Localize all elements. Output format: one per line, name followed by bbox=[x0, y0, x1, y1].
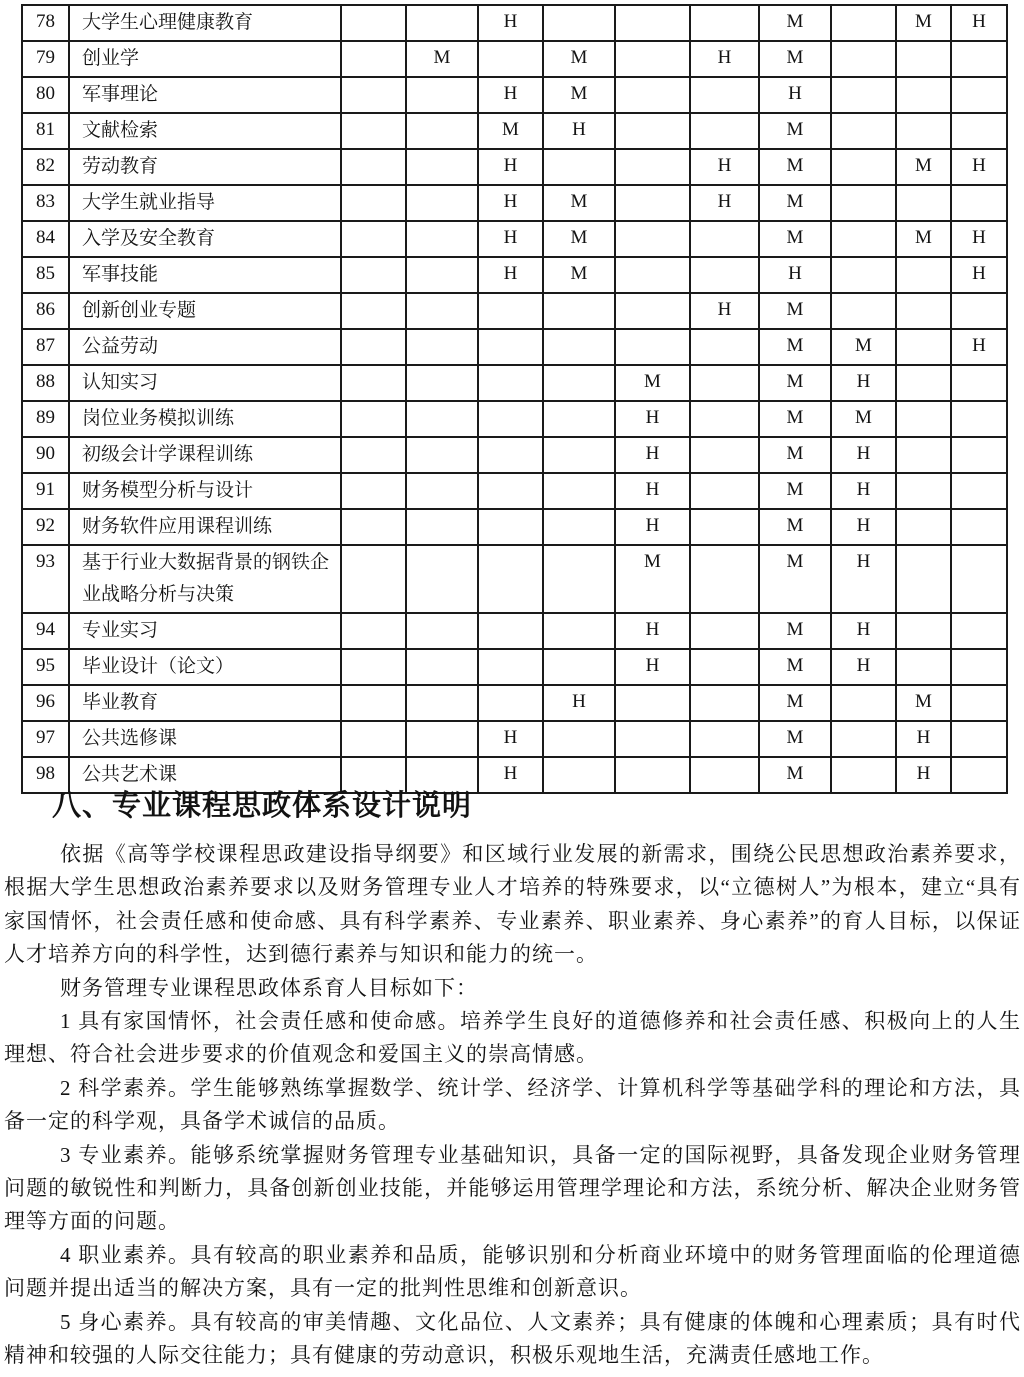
mark-cell: M bbox=[759, 185, 831, 221]
mark-cell: M bbox=[759, 509, 831, 545]
mark-cell bbox=[615, 329, 690, 365]
mark-cell bbox=[951, 437, 1007, 473]
course-number-cell: 90 bbox=[22, 437, 69, 473]
mark-cell bbox=[543, 613, 615, 649]
mark-cell bbox=[615, 41, 690, 77]
mark-cell bbox=[951, 721, 1007, 757]
mark-cell bbox=[615, 113, 690, 149]
course-number-cell: 92 bbox=[22, 509, 69, 545]
mark-cell bbox=[896, 613, 951, 649]
course-name-cell: 公益劳动 bbox=[69, 329, 341, 365]
mark-cell: M bbox=[543, 257, 615, 293]
mark-cell: H bbox=[831, 649, 896, 685]
mark-cell bbox=[406, 293, 478, 329]
course-number-cell: 89 bbox=[22, 401, 69, 437]
mark-cell: M bbox=[759, 721, 831, 757]
mark-cell: M bbox=[759, 437, 831, 473]
section-heading: 八、专业课程思政体系设计说明 bbox=[52, 790, 473, 822]
mark-cell: M bbox=[543, 41, 615, 77]
mark-cell bbox=[478, 41, 543, 77]
mark-cell bbox=[690, 721, 759, 757]
course-number-cell: 83 bbox=[22, 185, 69, 221]
mark-cell bbox=[951, 77, 1007, 113]
mark-cell bbox=[951, 685, 1007, 721]
mark-cell: H bbox=[896, 721, 951, 757]
mark-cell bbox=[478, 401, 543, 437]
table-row bbox=[22, 365, 1007, 401]
mark-cell: H bbox=[831, 437, 896, 473]
mark-cell: M bbox=[543, 185, 615, 221]
mark-cell bbox=[951, 401, 1007, 437]
mark-cell bbox=[615, 77, 690, 113]
mark-cell bbox=[690, 473, 759, 509]
table-row bbox=[22, 293, 1007, 329]
mark-cell: H bbox=[951, 257, 1007, 293]
mark-cell: M bbox=[759, 545, 831, 613]
mark-cell bbox=[690, 113, 759, 149]
mark-cell bbox=[341, 613, 406, 649]
course-name-cell: 财务模型分析与设计 bbox=[69, 473, 341, 509]
mark-cell bbox=[896, 41, 951, 77]
table-row bbox=[22, 257, 1007, 293]
mark-cell: H bbox=[896, 757, 951, 793]
mark-cell: H bbox=[478, 757, 543, 793]
mark-cell bbox=[406, 613, 478, 649]
mark-cell bbox=[341, 185, 406, 221]
mark-cell bbox=[951, 613, 1007, 649]
mark-cell bbox=[690, 365, 759, 401]
paragraph: 依据《高等学校课程思政建设指导纲要》和区域行业发展的新需求，围绕公民思想政治素养要求，根据大学生思想政治素养要求以及财务管理专业人才培养的特殊要求，以“立德树人”为根本，建立“具有家国情怀，社会责任感和使命感、具有科学素养、专业素养、职业素养、身心素养”的育人目标，以保证人才培养方向的科学性，达到德行素养与知识和能力的统一。 bbox=[4, 842, 1021, 967]
mark-cell: M bbox=[759, 149, 831, 185]
mark-cell bbox=[831, 221, 896, 257]
mark-cell bbox=[896, 293, 951, 329]
mark-cell bbox=[478, 329, 543, 365]
course-number-cell: 96 bbox=[22, 685, 69, 721]
course-name-cell: 初级会计学课程训练 bbox=[69, 437, 341, 473]
mark-cell bbox=[951, 365, 1007, 401]
course-number-cell: 91 bbox=[22, 473, 69, 509]
course-number-cell: 98 bbox=[22, 757, 69, 793]
mark-cell: H bbox=[615, 649, 690, 685]
mark-cell bbox=[341, 113, 406, 149]
mark-cell bbox=[615, 293, 690, 329]
mark-cell bbox=[341, 293, 406, 329]
mark-cell bbox=[615, 221, 690, 257]
mark-cell bbox=[831, 293, 896, 329]
mark-cell bbox=[690, 545, 759, 613]
mark-cell: M bbox=[759, 113, 831, 149]
course-number-cell: 84 bbox=[22, 221, 69, 257]
course-name-cell: 军事理论 bbox=[69, 77, 341, 113]
table-row bbox=[22, 473, 1007, 509]
table-row bbox=[22, 5, 1007, 41]
mark-cell bbox=[690, 757, 759, 793]
mark-cell bbox=[406, 113, 478, 149]
mark-cell bbox=[831, 685, 896, 721]
mark-cell: H bbox=[690, 185, 759, 221]
mark-cell bbox=[951, 545, 1007, 613]
mark-cell bbox=[951, 649, 1007, 685]
course-number-cell: 79 bbox=[22, 41, 69, 77]
mark-cell bbox=[406, 185, 478, 221]
mark-cell: H bbox=[478, 257, 543, 293]
course-name-cell: 毕业设计（论文） bbox=[69, 649, 341, 685]
mark-cell: H bbox=[615, 613, 690, 649]
mark-cell bbox=[690, 329, 759, 365]
mark-cell: H bbox=[615, 473, 690, 509]
mark-cell bbox=[615, 257, 690, 293]
mark-cell bbox=[951, 473, 1007, 509]
mark-cell bbox=[615, 5, 690, 41]
mark-cell bbox=[951, 293, 1007, 329]
mark-cell bbox=[896, 545, 951, 613]
mark-cell: M bbox=[759, 613, 831, 649]
mark-cell bbox=[831, 149, 896, 185]
mark-cell bbox=[341, 437, 406, 473]
mark-cell bbox=[478, 685, 543, 721]
mark-cell: H bbox=[759, 77, 831, 113]
mark-cell bbox=[543, 437, 615, 473]
course-number-cell: 86 bbox=[22, 293, 69, 329]
mark-cell bbox=[406, 545, 478, 613]
mark-cell: M bbox=[759, 41, 831, 77]
mark-cell bbox=[341, 401, 406, 437]
mark-cell: H bbox=[478, 185, 543, 221]
mark-cell: H bbox=[543, 113, 615, 149]
paragraph: 4 职业素养。具有较高的职业素养和品质，能够识别和分析商业环境中的财务管理面临的伦理道德问题并提出适当的解决方案，具有一定的批判性思维和创新意识。 bbox=[4, 1242, 1021, 1301]
table-row bbox=[22, 545, 1007, 613]
mark-cell bbox=[543, 365, 615, 401]
mark-cell: H bbox=[543, 685, 615, 721]
mark-cell bbox=[406, 329, 478, 365]
mark-cell bbox=[831, 757, 896, 793]
course-number-cell: 81 bbox=[22, 113, 69, 149]
mark-cell bbox=[831, 5, 896, 41]
mark-cell: M bbox=[759, 293, 831, 329]
mark-cell bbox=[831, 257, 896, 293]
mark-cell bbox=[896, 257, 951, 293]
mark-cell: H bbox=[615, 509, 690, 545]
mark-cell: M bbox=[759, 329, 831, 365]
mark-cell: H bbox=[951, 221, 1007, 257]
mark-cell bbox=[341, 41, 406, 77]
mark-cell bbox=[690, 77, 759, 113]
course-name-cell: 创新创业专题 bbox=[69, 293, 341, 329]
mark-cell: M bbox=[478, 113, 543, 149]
mark-cell: H bbox=[831, 545, 896, 613]
mark-cell bbox=[341, 545, 406, 613]
mark-cell: H bbox=[690, 293, 759, 329]
mark-cell: H bbox=[478, 5, 543, 41]
mark-cell: M bbox=[896, 221, 951, 257]
mark-cell: M bbox=[831, 329, 896, 365]
mark-cell bbox=[543, 545, 615, 613]
course-number-cell: 82 bbox=[22, 149, 69, 185]
mark-cell bbox=[951, 113, 1007, 149]
table-row bbox=[22, 685, 1007, 721]
mark-cell bbox=[406, 473, 478, 509]
table-row bbox=[22, 185, 1007, 221]
mark-cell: H bbox=[690, 41, 759, 77]
mark-cell bbox=[543, 293, 615, 329]
mark-cell bbox=[896, 365, 951, 401]
mark-cell: M bbox=[896, 5, 951, 41]
mark-cell bbox=[341, 149, 406, 185]
course-name-cell: 基于行业大数据背景的钢铁企业战略分析与决策 bbox=[69, 545, 341, 613]
course-name-cell: 劳动教育 bbox=[69, 149, 341, 185]
body-text bbox=[4, 838, 1021, 1373]
course-ideology-mapping-table bbox=[21, 4, 1008, 794]
mark-cell bbox=[615, 757, 690, 793]
paragraph: 3 专业素养。能够系统掌握财务管理专业基础知识，具备一定的国际视野，具备发现企业财务管理问题的敏锐性和判断力，具备创新创业技能，并能够运用管理学理论和方法，系统分析、解决企业财务管理等方面的问题。 bbox=[4, 1142, 1021, 1234]
mark-cell bbox=[478, 545, 543, 613]
mark-cell: H bbox=[478, 221, 543, 257]
course-name-cell: 创业学 bbox=[69, 41, 341, 77]
mark-cell: M bbox=[759, 649, 831, 685]
course-number-cell: 87 bbox=[22, 329, 69, 365]
mark-cell bbox=[341, 365, 406, 401]
mark-cell bbox=[478, 365, 543, 401]
mark-cell bbox=[341, 77, 406, 113]
mark-cell: H bbox=[478, 149, 543, 185]
mark-cell: H bbox=[615, 437, 690, 473]
mark-cell bbox=[406, 401, 478, 437]
mark-cell bbox=[831, 721, 896, 757]
mark-cell: M bbox=[896, 149, 951, 185]
mark-cell bbox=[406, 649, 478, 685]
mark-cell bbox=[896, 185, 951, 221]
mark-cell bbox=[831, 41, 896, 77]
mark-cell bbox=[406, 5, 478, 41]
mark-cell bbox=[896, 401, 951, 437]
mark-cell bbox=[543, 757, 615, 793]
table-row bbox=[22, 509, 1007, 545]
mark-cell bbox=[543, 401, 615, 437]
mark-cell bbox=[615, 185, 690, 221]
mark-cell bbox=[478, 437, 543, 473]
mark-cell bbox=[341, 221, 406, 257]
mark-cell bbox=[478, 473, 543, 509]
mark-cell bbox=[951, 757, 1007, 793]
mark-cell bbox=[543, 473, 615, 509]
mark-cell bbox=[690, 257, 759, 293]
mark-cell bbox=[690, 685, 759, 721]
paragraph: 财务管理专业课程思政体系育人目标如下： bbox=[60, 975, 478, 1000]
mark-cell bbox=[406, 77, 478, 113]
mark-cell: M bbox=[543, 77, 615, 113]
mark-cell: M bbox=[831, 401, 896, 437]
mark-cell bbox=[896, 437, 951, 473]
mark-cell bbox=[406, 149, 478, 185]
paragraph: 2 科学素养。学生能够熟练掌握数学、统计学、经济学、计算机科学等基础学科的理论和方法，具备一定的科学观，具备学术诚信的品质。 bbox=[4, 1075, 1021, 1134]
mark-cell bbox=[406, 509, 478, 545]
course-name-cell: 大学生就业指导 bbox=[69, 185, 341, 221]
mark-cell: H bbox=[831, 509, 896, 545]
paragraph: 1 具有家国情怀，社会责任感和使命感。培养学生良好的道德修养和社会责任感、积极向上的人生理想、符合社会进步要求的价值观念和爱国主义的崇高情感。 bbox=[4, 1009, 1021, 1067]
course-number-cell: 85 bbox=[22, 257, 69, 293]
course-name-cell: 认知实习 bbox=[69, 365, 341, 401]
mark-cell: M bbox=[759, 5, 831, 41]
course-number-cell: 94 bbox=[22, 613, 69, 649]
mark-cell bbox=[951, 509, 1007, 545]
table-row bbox=[22, 613, 1007, 649]
mark-cell bbox=[341, 649, 406, 685]
course-name-cell: 入学及安全教育 bbox=[69, 221, 341, 257]
course-name-cell: 毕业教育 bbox=[69, 685, 341, 721]
mark-cell bbox=[615, 721, 690, 757]
course-name-cell: 大学生心理健康教育 bbox=[69, 5, 341, 41]
course-name-cell: 岗位业务模拟训练 bbox=[69, 401, 341, 437]
mark-cell: M bbox=[759, 401, 831, 437]
mark-cell: H bbox=[951, 149, 1007, 185]
mark-cell bbox=[896, 113, 951, 149]
mark-cell bbox=[341, 329, 406, 365]
table-row bbox=[22, 113, 1007, 149]
mark-cell bbox=[543, 5, 615, 41]
mark-cell: H bbox=[951, 5, 1007, 41]
mark-cell bbox=[341, 473, 406, 509]
mark-cell bbox=[478, 509, 543, 545]
table-row bbox=[22, 437, 1007, 473]
mark-cell bbox=[831, 113, 896, 149]
mark-cell: M bbox=[406, 41, 478, 77]
table-row bbox=[22, 149, 1007, 185]
mark-cell bbox=[543, 649, 615, 685]
mark-cell: M bbox=[759, 685, 831, 721]
table-row bbox=[22, 77, 1007, 113]
mark-cell: M bbox=[759, 365, 831, 401]
mark-cell: M bbox=[759, 757, 831, 793]
mark-cell bbox=[478, 293, 543, 329]
mark-cell: H bbox=[615, 401, 690, 437]
mark-cell bbox=[543, 329, 615, 365]
mark-cell bbox=[690, 437, 759, 473]
course-number-cell: 80 bbox=[22, 77, 69, 113]
mark-cell: H bbox=[478, 77, 543, 113]
course-name-cell: 公共选修课 bbox=[69, 721, 341, 757]
mark-cell: M bbox=[759, 221, 831, 257]
mark-cell bbox=[831, 185, 896, 221]
mark-cell bbox=[406, 721, 478, 757]
mark-cell bbox=[690, 613, 759, 649]
course-name-cell: 公共艺术课 bbox=[69, 757, 341, 793]
mark-cell bbox=[896, 649, 951, 685]
mark-cell bbox=[690, 401, 759, 437]
table-row bbox=[22, 221, 1007, 257]
course-name-cell: 专业实习 bbox=[69, 613, 341, 649]
mark-cell bbox=[543, 509, 615, 545]
mark-cell bbox=[831, 77, 896, 113]
mark-cell bbox=[406, 257, 478, 293]
course-number-cell: 93 bbox=[22, 545, 69, 613]
mark-cell: H bbox=[831, 473, 896, 509]
course-name-cell: 军事技能 bbox=[69, 257, 341, 293]
table-row bbox=[22, 649, 1007, 685]
table-row bbox=[22, 41, 1007, 77]
course-number-cell: 95 bbox=[22, 649, 69, 685]
mark-cell bbox=[543, 721, 615, 757]
course-table-body bbox=[22, 5, 1007, 793]
mark-cell bbox=[341, 721, 406, 757]
mark-cell: M bbox=[759, 473, 831, 509]
mark-cell bbox=[896, 509, 951, 545]
mark-cell bbox=[951, 41, 1007, 77]
mark-cell: M bbox=[615, 365, 690, 401]
mark-cell: M bbox=[615, 545, 690, 613]
table-row bbox=[22, 721, 1007, 757]
mark-cell bbox=[615, 149, 690, 185]
course-number-cell: 97 bbox=[22, 721, 69, 757]
mark-cell bbox=[406, 365, 478, 401]
table-row bbox=[22, 329, 1007, 365]
mark-cell bbox=[690, 649, 759, 685]
course-name-cell: 财务软件应用课程训练 bbox=[69, 509, 341, 545]
mark-cell bbox=[406, 685, 478, 721]
mark-cell bbox=[690, 509, 759, 545]
mark-cell bbox=[341, 257, 406, 293]
mark-cell: H bbox=[831, 613, 896, 649]
mark-cell: H bbox=[951, 329, 1007, 365]
mark-cell: H bbox=[478, 721, 543, 757]
course-name-cell: 文献检索 bbox=[69, 113, 341, 149]
mark-cell: H bbox=[690, 149, 759, 185]
mark-cell bbox=[896, 77, 951, 113]
mark-cell bbox=[341, 685, 406, 721]
mark-cell bbox=[406, 437, 478, 473]
mark-cell bbox=[951, 185, 1007, 221]
mark-cell: M bbox=[543, 221, 615, 257]
mark-cell bbox=[341, 509, 406, 545]
mark-cell bbox=[896, 329, 951, 365]
mark-cell: M bbox=[896, 685, 951, 721]
mark-cell: H bbox=[759, 257, 831, 293]
mark-cell bbox=[690, 5, 759, 41]
mark-cell bbox=[341, 5, 406, 41]
course-number-cell: 88 bbox=[22, 365, 69, 401]
mark-cell: H bbox=[831, 365, 896, 401]
table-row bbox=[22, 401, 1007, 437]
course-number-cell: 78 bbox=[22, 5, 69, 41]
mark-cell bbox=[406, 221, 478, 257]
mark-cell bbox=[690, 221, 759, 257]
paragraph: 5 身心素养。具有较高的审美情趣、文化品位、人文素养；具有健康的体魄和心理素质；具有时代精神和较强的人际交往能力；具有健康的劳动意识，积极乐观地生活，充满责任感地工作。 bbox=[4, 1309, 1021, 1368]
mark-cell bbox=[615, 685, 690, 721]
mark-cell bbox=[896, 473, 951, 509]
mark-cell bbox=[478, 649, 543, 685]
mark-cell bbox=[543, 149, 615, 185]
mark-cell bbox=[478, 613, 543, 649]
